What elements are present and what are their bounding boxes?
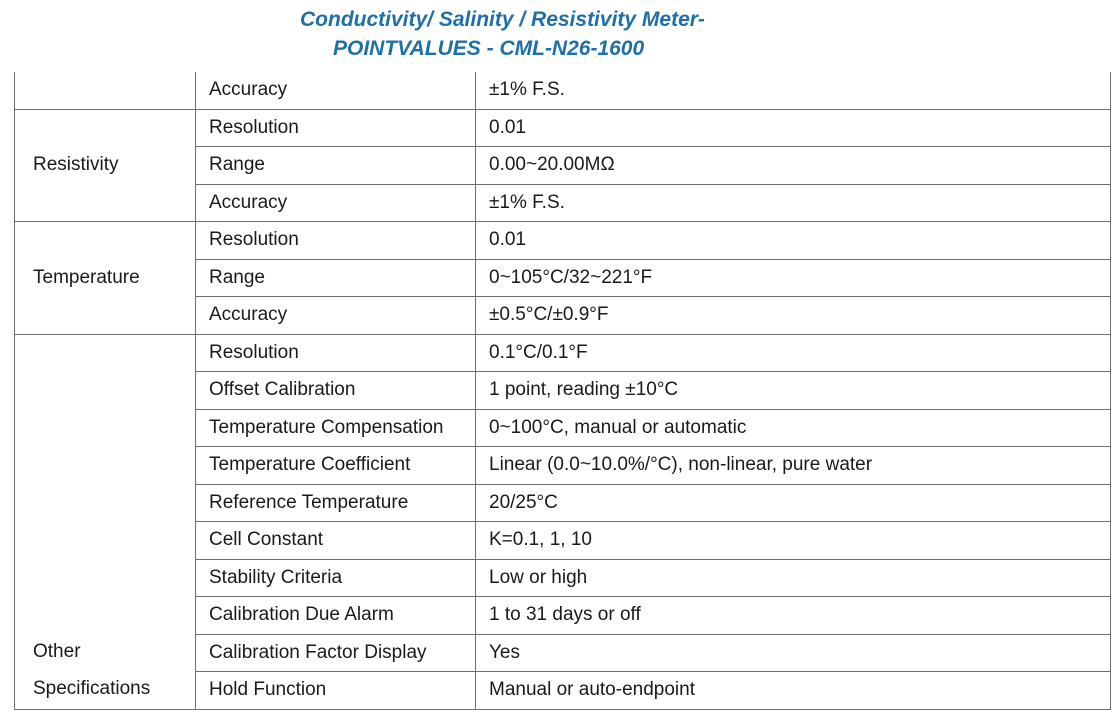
group-label-cell bbox=[15, 72, 196, 109]
param-cell: Resolution bbox=[196, 222, 476, 260]
value-cell: 0.01 bbox=[476, 109, 1111, 147]
value-cell: ±1% F.S. bbox=[476, 184, 1111, 222]
group-label-line-1: Other bbox=[33, 640, 81, 662]
value-cell: Manual or auto-endpoint bbox=[476, 672, 1111, 710]
value-cell: Low or high bbox=[476, 559, 1111, 597]
group-label-resistivity: Resistivity bbox=[15, 109, 196, 222]
value-cell: 1 point, reading ±10°C bbox=[476, 372, 1111, 410]
param-cell: Calibration Due Alarm bbox=[196, 597, 476, 635]
value-cell: 0.00~20.00MΩ bbox=[476, 147, 1111, 185]
specifications-table bbox=[14, 72, 1111, 710]
param-cell: Range bbox=[196, 147, 476, 185]
param-cell: Temperature Compensation bbox=[196, 409, 476, 447]
value-cell: 0.1°C/0.1°F bbox=[476, 334, 1111, 372]
group-label-other-specifications bbox=[15, 334, 196, 709]
param-cell: Range bbox=[196, 259, 476, 297]
page-title-line-1: Conductivity/ Salinity / Resistivity Meter- bbox=[300, 8, 705, 31]
value-cell: ±1% F.S. bbox=[476, 72, 1111, 109]
param-cell: Resolution bbox=[196, 109, 476, 147]
param-cell: Accuracy bbox=[196, 297, 476, 335]
table-row bbox=[15, 222, 1111, 260]
table-row bbox=[15, 334, 1111, 372]
table-row bbox=[15, 72, 1111, 109]
param-cell: Accuracy bbox=[196, 184, 476, 222]
param-cell: Hold Function bbox=[196, 672, 476, 710]
param-cell: Cell Constant bbox=[196, 522, 476, 560]
param-cell: Stability Criteria bbox=[196, 559, 476, 597]
value-cell: 0~105°C/32~221°F bbox=[476, 259, 1111, 297]
param-cell: Calibration Factor Display bbox=[196, 634, 476, 672]
value-cell: 1 to 31 days or off bbox=[476, 597, 1111, 635]
param-cell: Resolution bbox=[196, 334, 476, 372]
value-cell: K=0.1, 1, 10 bbox=[476, 522, 1111, 560]
value-cell: 20/25°C bbox=[476, 484, 1111, 522]
value-cell: Yes bbox=[476, 634, 1111, 672]
value-cell: 0.01 bbox=[476, 222, 1111, 260]
group-label-line-2: Specifications bbox=[33, 677, 151, 699]
value-cell: ±0.5°C/±0.9°F bbox=[476, 297, 1111, 335]
param-cell: Accuracy bbox=[196, 72, 476, 109]
param-cell: Reference Temperature bbox=[196, 484, 476, 522]
param-cell: Temperature Coefficient bbox=[196, 447, 476, 485]
page-title-line-2: POINTVALUES - CML-N26-1600 bbox=[333, 37, 645, 60]
value-cell: 0~100°C, manual or automatic bbox=[476, 409, 1111, 447]
param-cell: Offset Calibration bbox=[196, 372, 476, 410]
table-row bbox=[15, 109, 1111, 147]
value-cell: Linear (0.0~10.0%/°C), non-linear, pure water bbox=[476, 447, 1111, 485]
group-label-temperature: Temperature bbox=[15, 222, 196, 335]
